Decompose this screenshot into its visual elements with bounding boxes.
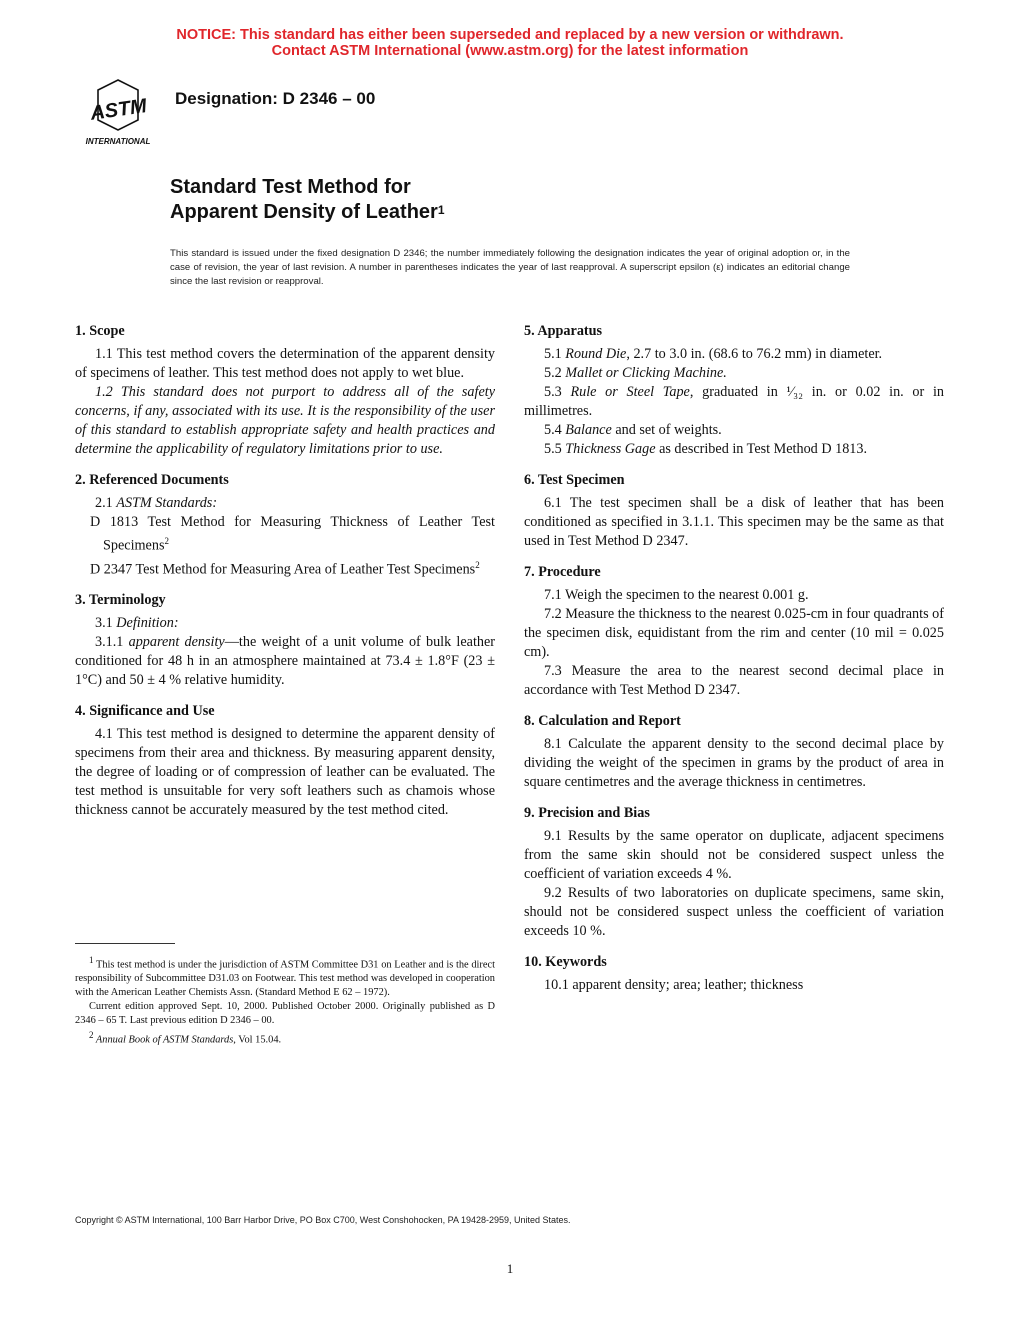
footnote-1-continued: Current edition approved Sept. 10, 2000. Published October 2000. Originally published as D 2346 – 65 T. Last previous edition D 2346 – 00. (75, 1001, 495, 1027)
section-title: 8. Calculation and Report (524, 713, 681, 729)
footnote-divider (75, 943, 175, 944)
footnote-text: This test method is under the jurisdiction of ASTM Committee D31 on Leather and is the direct responsibility of Subcommittee D31.03 on Footwear. This test method was developed in cooperation with the American Leather Chemists Assn. (Standard Method E 62 – 1972). (75, 959, 495, 999)
astm-logo-icon (76, 76, 160, 148)
logo-text: ASTM (88, 95, 149, 125)
section-title: 3. Terminology (75, 592, 166, 609)
paragraph: 4.1 This test method is designed to determine the apparent density of specimens from their area and thickness. By measuring apparent density, the degree of loading or of compression of leather can be evaluated. The test method is unsuitable for very soft leathers such as chamois whose thickness cannot be accurately measured by the test method cited. (75, 726, 495, 819)
item-term: Thickness Gage (565, 441, 656, 457)
apparatus-item (524, 345, 944, 364)
section-procedure (524, 563, 944, 700)
paragraph: 1.2 This standard does not purport to address all of the safety concerns, if any, associated with its use. It is the responsibility of the user of this standard to establish appropriate safety and health practices and determine the applicability of regulatory limitations prior to use. (75, 384, 495, 457)
section-title: 10. Keywords (524, 954, 607, 970)
designation: Designation: D 2346 – 00 (175, 89, 376, 108)
footnote-italic: Annual Book of ASTM Standards (93, 1034, 234, 1046)
paragraph: 9.2 Results of two laboratories on duplicate specimens, same skin, should not be considered suspect unless the coefficient of variation exceeds 10 %. (524, 885, 944, 939)
paragraph: 7.1 Weigh the specimen to the nearest 0.001 g. (544, 587, 809, 603)
section-precision (524, 804, 944, 941)
section-referenced-documents (75, 471, 495, 579)
section-title: 7. Procedure (524, 564, 601, 580)
subsection-title: Definition: (116, 615, 179, 632)
paragraph: 1.1 This test method covers the determination of the apparent density of specimens of leather. This test method does not apply to wet blue. (75, 346, 495, 381)
paragraph: 10.1 apparent density; area; leather; thickness (544, 977, 804, 993)
section-significance (75, 702, 495, 820)
reference-item (75, 513, 495, 556)
subsection (75, 614, 495, 633)
reference-text: D 2347 Test Method for Measuring Area of Leather Test Specimens (90, 561, 476, 578)
paragraph: 9.1 Results by the same operator on duplicate, adjacent specimens from the same skin should not be considered suspect unless the coefficient of variation exceeds 4 %. (524, 828, 944, 882)
paragraph: 7.2 Measure the thickness to the nearest 0.025-cm in four quadrants of the specimen disk, equidistant from the rim and center (10 mil = 0.025 cm). (524, 606, 944, 660)
title-line-1: Standard Test Method for (170, 176, 411, 198)
logo-subtext: INTERNATIONAL (85, 137, 151, 146)
footnote-ref: 2 (475, 559, 480, 570)
reference-text: D 1813 Test Method for Measuring Thickness of Leather Test Specimens (90, 514, 495, 554)
page-number: 1 (506, 1261, 514, 1276)
item-term: Rule or Steel Tape (570, 384, 690, 400)
item-text: as described in Test Method D 1813. (655, 441, 868, 457)
apparatus-item (524, 383, 944, 421)
item-term: Round Die (565, 346, 627, 362)
section-title: 5. Apparatus (524, 323, 603, 339)
section-title: 9. Precision and Bias (524, 805, 650, 821)
notice-line-1: NOTICE: This standard has either been superseded and replaced by a new version or withdrawn. (176, 27, 844, 43)
section-keywords (524, 953, 944, 995)
paragraph: 8.1 Calculate the apparent density to the second decimal place by dividing the weight of the specimen in grams by the product of area in square centimetres and the average thickness in centimetres. (524, 736, 944, 790)
issued-note: This standard is issued under the fixed designation D 2346; the number immediately following the designation indicates the year of original adoption or, in the case of revision, the year of last revision. A number in parentheses indicates the year of last reapproval. A superscript epsilon (ε) indicates an editorial change since the last revision or reapproval. (170, 248, 850, 287)
definition-text: —the weight of a unit volume of bulk leather conditioned for 48 h in an atmosphere maintained at 73.4 ± 1.8°F (23 ± 1°C) and 50 ± 4 % relative humidity. (75, 634, 496, 689)
item-number: 5.3 (544, 384, 562, 400)
copyright: Copyright © ASTM International, 100 Barr Harbor Drive, PO Box C700, West Conshohocken, PA 19428-2959, United States. (75, 1215, 571, 1225)
notice-banner (0, 27, 1020, 59)
subsection-title: ASTM Standards: (116, 495, 218, 511)
subsection-number: 2.1 (95, 495, 113, 511)
item-term: Balance (565, 422, 612, 438)
footnote-1 (75, 953, 495, 1000)
definition (75, 633, 495, 690)
paragraph: 6.1 The test specimen shall be a disk of leather that has been conditioned as specified in 3.1.1. This specimen may be the same as that used in Test Method D 2347. (524, 495, 944, 549)
definition-number: 3.1.1 (95, 634, 124, 651)
section-title: 1. Scope (75, 323, 125, 339)
item-text: and set of weights. (611, 422, 722, 438)
footnote-ref: 2 (164, 536, 169, 546)
section-apparatus (524, 322, 944, 459)
paragraph: 7.3 Measure the area to the nearest second decimal place in accordance with Test Method D 2347. (524, 663, 944, 698)
reference-item (75, 556, 495, 580)
item-text: , graduated in ¹⁄₃₂ in. or 0.02 in. or in millimetres. (524, 384, 944, 419)
section-test-specimen (524, 471, 944, 551)
title-line-2: Apparent Density of Leather (170, 201, 438, 223)
definition-term: apparent density (128, 634, 225, 651)
item-text: , 2.7 to 3.0 in. (68.6 to 76.2 mm) in diameter. (626, 346, 883, 362)
item-term: Mallet or Clicking Machine. (565, 365, 727, 381)
item-number: 5.2 (544, 365, 562, 381)
apparatus-item (524, 421, 944, 440)
title-footnote-ref: 1 (437, 203, 445, 217)
subsection-number: 3.1 (95, 615, 113, 632)
section-terminology (75, 591, 495, 690)
item-number: 5.5 (544, 441, 562, 457)
footnote-mark: 1 (89, 955, 94, 965)
subsection (75, 494, 495, 513)
section-title: 6. Test Specimen (524, 472, 625, 488)
section-calculation (524, 712, 944, 792)
section-scope (75, 322, 495, 459)
section-title: 2. Referenced Documents (75, 472, 229, 488)
document-title (170, 175, 445, 225)
apparatus-item (524, 440, 944, 459)
apparatus-item (524, 364, 944, 383)
item-number: 5.4 (544, 422, 562, 438)
left-column (75, 322, 495, 832)
footnote-2 (75, 1028, 495, 1047)
footnote-text: , Vol 15.04. (233, 1034, 282, 1046)
section-title: 4. Significance and Use (75, 703, 215, 720)
footnote-mark: 2 (89, 1030, 94, 1041)
notice-line-2: Contact ASTM International (www.astm.org) for the latest information (271, 43, 749, 59)
item-number: 5.1 (544, 346, 562, 362)
right-column (524, 322, 944, 1007)
footnotes (75, 953, 495, 1048)
